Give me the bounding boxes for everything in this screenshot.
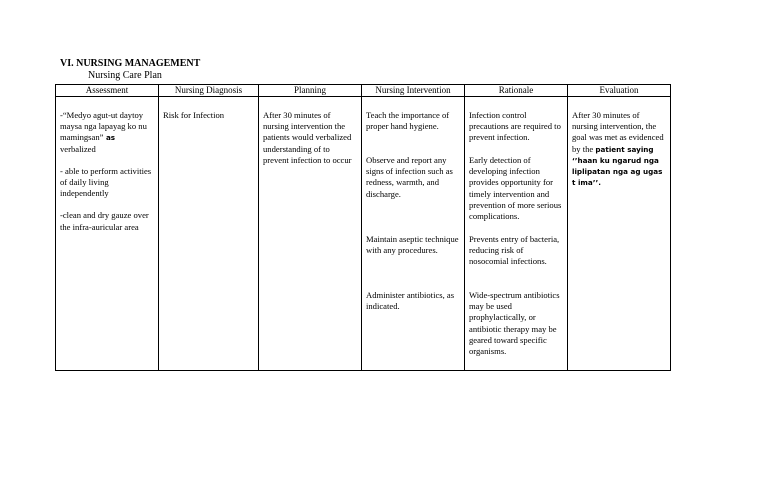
intervention-item: Administer antibiotics, as indicated. [366, 290, 455, 312]
assessment-item-3: -clean and dry gauze over the infra-auricular area [60, 210, 149, 232]
evaluation-patient-quote: patient saying ‘’haan ku ngarud nga liplipatan nga ag ugas t ima’’. [572, 144, 663, 188]
rationale-item: Infection control precautions are required to prevent infection. [469, 110, 561, 143]
evaluation-text: After 30 minutes of nursing intervention, the goal was met as evidenced by the [572, 110, 664, 154]
rationale-item: Wide-spectrum antibiotics may be used prophylactically, or antibiotic therapy may be geared toward specific organisms. [469, 290, 560, 357]
header-rationale: Rationale [465, 85, 568, 97]
header-nursing-intervention: Nursing Intervention [362, 85, 465, 97]
assessment-verbalized: verbalized [60, 143, 96, 154]
assessment-quote: -“Medyo agut-ut daytoy maysa nga lapayag ko nu mamingsan” [60, 110, 147, 143]
header-planning: Planning [259, 85, 362, 97]
intervention-item: Observe and report any signs of infection such as redness, warmth, and discharge. [366, 155, 453, 199]
header-evaluation: Evaluation [568, 85, 671, 97]
intervention-item: Maintain aseptic technique with any procedures. [366, 234, 459, 256]
assessment-item-2: - able to perform activities of daily living independently [60, 165, 152, 199]
planning-cell [259, 97, 362, 371]
rationale-item: Early detection of developing infection provides opportunity for timely intervention and prevention of more serious complications. [469, 155, 562, 222]
table-header-row [56, 85, 671, 97]
header-assessment: Assessment [56, 85, 159, 97]
header-nursing-diagnosis: Nursing Diagnosis [159, 85, 259, 97]
assessment-subjective [60, 110, 154, 155]
assessment-cell [56, 97, 159, 371]
intervention-cell [362, 97, 465, 371]
planning-text: After 30 minutes of nursing intervention the patients would verbalized understanding of to prevent infection to occur [263, 110, 352, 165]
intervention-item: Teach the importance of proper hand hygiene. [366, 110, 450, 132]
nursing-diagnosis-text: Risk for Infection [163, 110, 225, 120]
rationale-cell [465, 97, 568, 371]
evaluation-cell [568, 97, 671, 371]
rationale-item: Prevents entry of bacteria, reducing risk of nosocomial infections. [469, 234, 560, 267]
diagnosis-cell [159, 97, 259, 371]
section-title: VI. NURSING MANAGEMENT [60, 58, 201, 69]
care-plan-subtitle: Nursing Care Plan [88, 70, 162, 81]
table-row [56, 97, 671, 371]
assessment-as-word: as [105, 133, 116, 143]
nursing-care-plan-table [55, 84, 671, 371]
